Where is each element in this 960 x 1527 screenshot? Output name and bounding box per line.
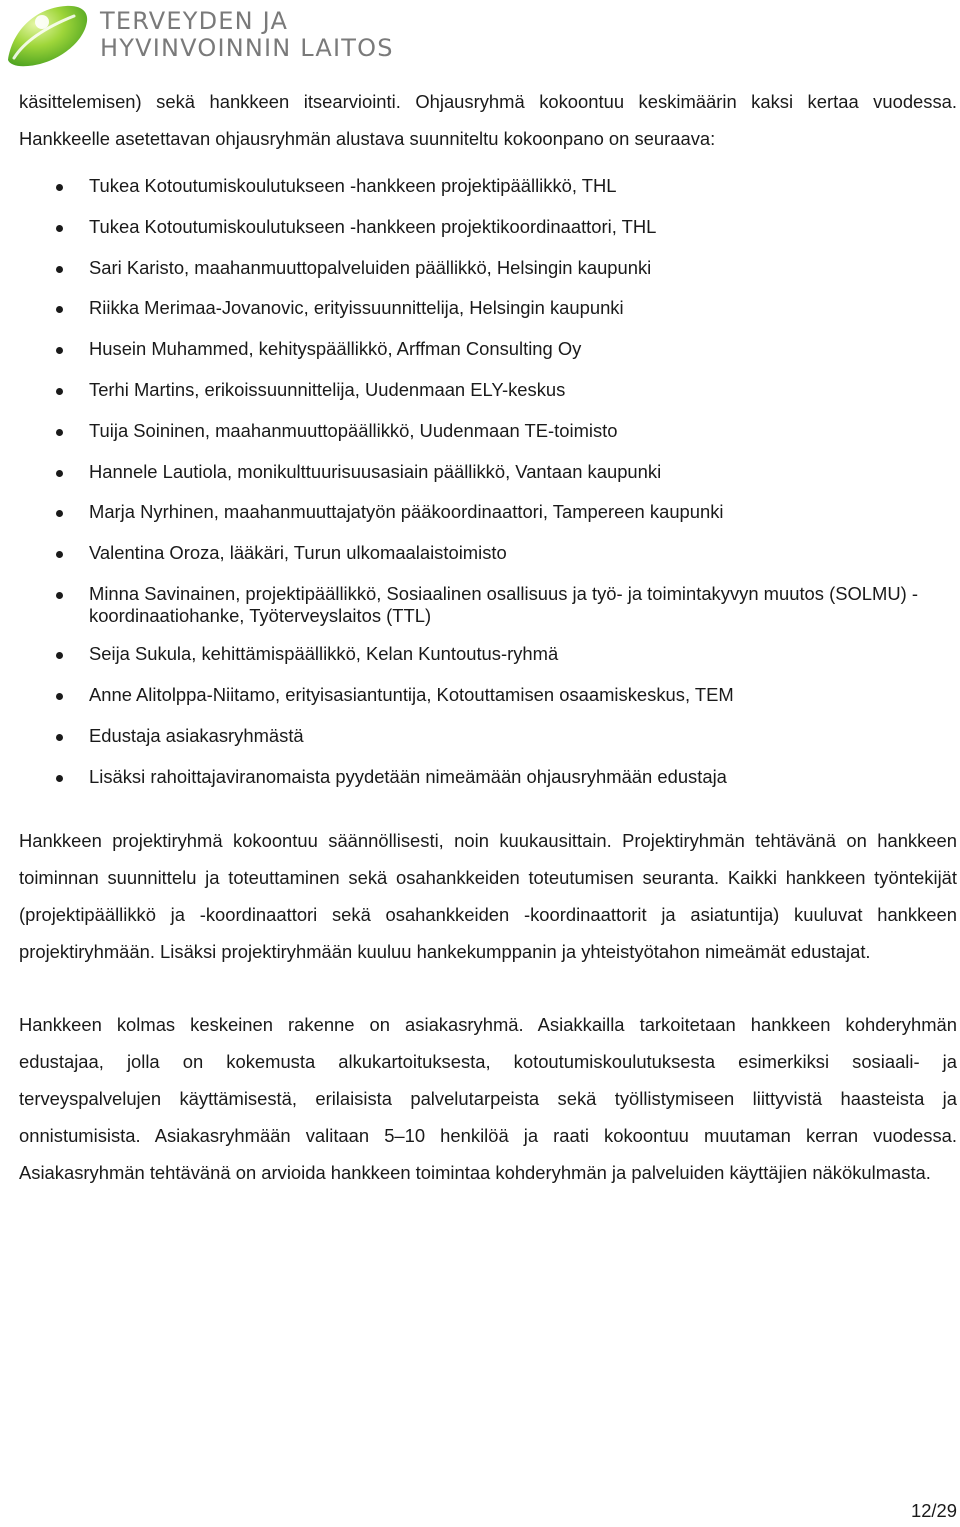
list-item-text: Terhi Martins, erikoissuunnittelija, Uudenmaan ELY-keskus [89, 378, 566, 400]
bullet-icon [56, 734, 63, 741]
list-item [19, 725, 957, 747]
intro-paragraph: käsittelemisen) sekä hankkeen itsearviointi. Ohjausryhmä kokoontuu keskimäärin kaksi kertaa vuodessa. Hankkeelle asetettavan ohjausryhmän alustava suunniteltu kokoonpano on seuraava: [19, 91, 957, 149]
document-body [19, 83, 957, 1191]
list-item [19, 338, 957, 360]
list-item [19, 643, 957, 665]
logo-line-1: TERVEYDEN JA [100, 7, 289, 35]
list-item-text: Tuija Soininen, maahanmuuttopäällikkö, Uudenmaan TE-toimisto [89, 419, 618, 441]
bullet-icon [56, 388, 63, 395]
bullet-icon [56, 306, 63, 313]
bullet-icon [56, 775, 63, 782]
list-item-text: Lisäksi rahoittajaviranomaista pyydetään nimeämään ohjausryhmään edustaja [89, 765, 727, 787]
bullet-icon [56, 592, 63, 599]
thl-logo-icon [4, 2, 90, 68]
list-item-text: Marja Nyrhinen, maahanmuuttajatyön pääkoordinaattori, Tampereen kaupunki [89, 501, 724, 523]
customer-group-paragraph: Hankkeen kolmas keskeinen rakenne on asiakasryhmä. Asiakkailla tarkoitetaan hankkeen kohderyhmän edustajaa, jolla on kokemusta alkukartoituksesta, kotoutumiskoulutuksesta esimerkiksi sosiaali- ja terveyspalvelujen käyttämisestä, erilaisista palvelutarpeista sekä työllistymiseen liittyvistä haasteista ja onnistumisista. Asiakasryhmään valitaan 5–10 henkilöä ja raati kokoontuu muutaman kerran vuodessa. Asiakasryhmän tehtävänä on arvioida hankkeen toimintaa kohderyhmän ja palveluiden käyttäjien näkökulmasta. [19, 1013, 957, 1183]
list-item [19, 684, 957, 706]
bullet-icon [56, 266, 63, 273]
thl-logo [4, 2, 404, 68]
list-item-text: Tukea Kotoutumiskoulutukseen -hankkeen projektipäällikkö, THL [89, 175, 617, 196]
list-item [19, 420, 957, 442]
list-item-text: Riikka Merimaa-Jovanovic, erityissuunnittelija, Helsingin kaupunki [89, 297, 624, 319]
list-item-text: Sari Karisto, maahanmuuttopalveluiden päällikkö, Helsingin kaupunki [89, 256, 652, 278]
list-item [19, 297, 957, 319]
bullet-icon [56, 652, 63, 659]
list-item [19, 542, 957, 564]
list-item [19, 766, 957, 788]
bullet-icon [56, 551, 63, 558]
bullet-icon [56, 510, 63, 517]
list-item [19, 501, 957, 523]
list-item [19, 379, 957, 401]
list-item-text: Tukea Kotoutumiskoulutukseen -hankkeen projektikoordinaattori, THL [89, 215, 657, 237]
list-item [19, 175, 957, 197]
bullet-icon [56, 225, 63, 232]
bullet-icon [56, 184, 63, 191]
list-item-text: Edustaja asiakasryhmästä [89, 725, 304, 747]
list-item [19, 216, 957, 238]
list-item-text: Anne Alitolppa-Niitamo, erityisasiantuntija, Kotouttamisen osaamiskeskus, TEM [89, 684, 734, 706]
logo-wordmark [100, 8, 394, 62]
page-number: 12/29 [910, 1500, 957, 1521]
list-item-text: Hannele Lautiola, monikulttuurisuusasiain päällikkö, Vantaan kaupunki [89, 460, 662, 482]
list-item [19, 583, 957, 627]
list-item-text: Valentina Oroza, lääkäri, Turun ulkomaalaistoimisto [89, 542, 507, 564]
steering-group-list [19, 175, 957, 788]
bullet-icon [56, 693, 63, 700]
project-group-paragraph: Hankkeen projektiryhmä kokoontuu säännöllisesti, noin kuukausittain. Projektiryhmän tehtävänä on hankkeen toiminnan suunnittelu ja toteuttaminen sekä osahankkeiden toteutumisen seuranta. Kaikki hankkeen työntekijät (projektipäällikkö ja -koordinaattori sekä osahankkeiden -koordinaattorit ja asiatuntija) kuuluvat hankkeen projektiryhmään. Lisäksi projektiryhmään kuuluu hankekumppanin ja yhteistyötahon nimeämät edustajat. [19, 829, 957, 962]
list-item-text: Seija Sukula, kehittämispäällikkö, Kelan Kuntoutus-ryhmä [89, 643, 559, 665]
list-item [19, 461, 957, 483]
list-item-text: Minna Savinainen, projektipäällikkö, Sosiaalinen osallisuus ja työ- ja toimintakyvyn muutos (SOLMU) -koordinaatiohanke, Työterveyslaitos (TTL) [89, 582, 918, 626]
bullet-icon [56, 347, 63, 354]
logo-line-2: HYVINVOINNIN LAITOS [100, 34, 394, 62]
list-item [19, 257, 957, 279]
bullet-icon [56, 429, 63, 436]
list-item-text: Husein Muhammed, kehityspäällikkö, Arffman Consulting Oy [89, 338, 582, 360]
bullet-icon [56, 470, 63, 477]
